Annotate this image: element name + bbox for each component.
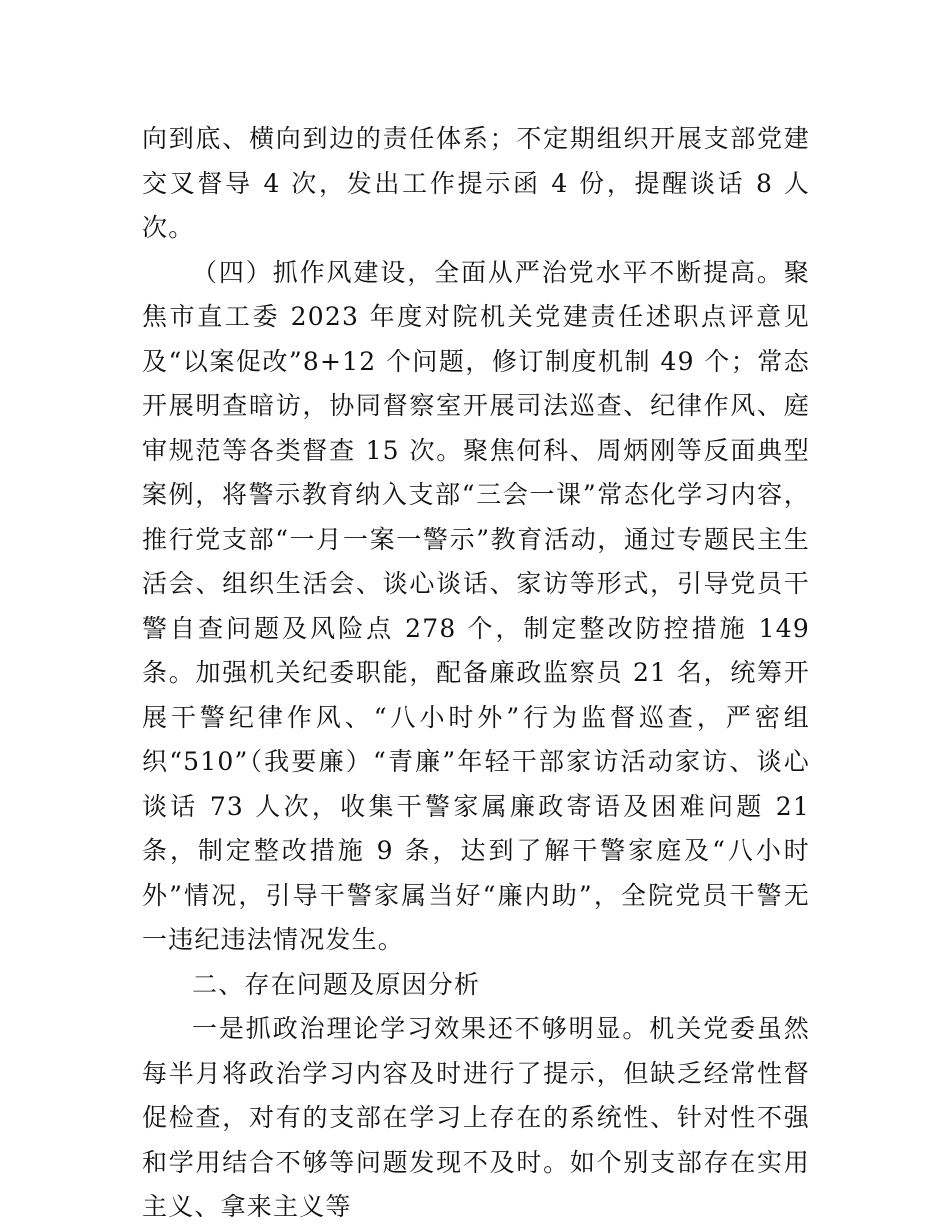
paragraph-section-four: （四）抓作风建设，全面从严治党水平不断提高。聚焦市直工委 2023 年度对院机关党建责任述职点评意见及“以案促改”8+12 个问题，修订制度机制 49 个；常态开展明查暗访，协同督察室开展司法巡查、纪律作风、庭审规范等各类督查 15 次。聚焦何科、周炳刚等反面典型案例，将警示教育纳入支部“三会一课”常态化学习内容，推行党支部“一月一案一警示”教育活动，通过专题民主生活会、组织生活会、谈心谈话、家访等形式，引导党员干警自查问题及风险点 278 个，制定整改防控措施 149 条。加强机关纪委职能，配备廉政监察员 21 名，统筹开展干警纪律作风、“八小时外”行为监督巡查，严密组织“510”（我要廉）“青廉”年轻干部家访活动家访、谈心谈话 73 人次，收集干警家属廉政寄语及困难问题 21 条，制定整改措施 9 条，达到了解干警家庭及“八小时外”情况，引导干警家属当好“廉内助”，全院党员干警无一违纪违法情况发生。 — [142, 257, 810, 954]
paragraph-problem-one: 一是抓政治理论学习效果还不够明显。机关党委虽然每半月将政治学习内容及时进行了提示，但缺乏经常性督促检查，对有的支部在学习上存在的系统性、针对性不强和学用结合不够等问题发现不及时。如个别支部存在实用主义、拿来主义等 — [142, 1014, 810, 1221]
section-heading-problems: 二、存在问题及原因分析 — [192, 969, 481, 999]
paragraph-continuation: 向到底、横向到边的责任体系；不定期组织开展支部党建交叉督导 4 次，发出工作提示函 4 份，提醒谈话 8 人次。 — [142, 124, 810, 242]
document-body — [142, 117, 810, 1230]
